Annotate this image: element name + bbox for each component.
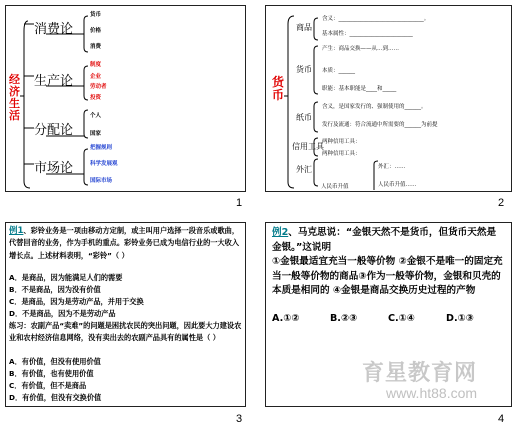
practice-text: 练习：农副产品“卖难”的问题是困扰农民的突出问题，因此要大力建设农业和农村经济信息网络，没有卖出去的农副产品具有的属性是（ ） bbox=[9, 321, 242, 343]
item-development: 科学发展观 bbox=[90, 161, 118, 167]
line-money-function: 职能：基本职能是____和_____ bbox=[322, 86, 397, 92]
option-c: C．是商品，因为是劳动产品，并用于交换 bbox=[9, 297, 144, 306]
page-number-3: 3 bbox=[236, 413, 243, 425]
line-forex: 外汇：…… bbox=[378, 164, 406, 170]
label-paper-money: 纸币 bbox=[296, 113, 312, 122]
item-enterprise: 企业 bbox=[90, 74, 102, 80]
watermark-logo: 育星教育网 bbox=[362, 361, 478, 386]
item-investment: 投资 bbox=[90, 95, 102, 101]
option-b: B．不是商品，因为没有价值 bbox=[9, 285, 101, 294]
option-d: D．不是商品，因为不是劳动产品 bbox=[9, 309, 116, 318]
label-money: 货币 bbox=[296, 65, 312, 74]
line-money-essence: 本质：______ bbox=[322, 68, 356, 74]
section-production-title: 生产论 bbox=[34, 74, 74, 89]
item-state: 国家 bbox=[90, 131, 102, 137]
practice-option-c: C．有价值，但不是商品 bbox=[9, 381, 87, 390]
item-money: 货币 bbox=[90, 12, 102, 18]
example-label: 例2 bbox=[272, 227, 289, 238]
choice-b: B.②③ bbox=[330, 313, 358, 324]
item-intl-market: 国际市场 bbox=[90, 178, 113, 184]
item-rules: 把握规则 bbox=[90, 145, 113, 151]
slide-1[interactable] bbox=[5, 5, 246, 192]
slide2-side-title: 货币 bbox=[272, 75, 285, 102]
practice-option-b: B．有价值，也有使用价值 bbox=[9, 369, 94, 378]
line-paper-meaning: 含义，是国家发行的、强制使用的______。 bbox=[322, 104, 427, 110]
label-credit-tools: 信用工具 bbox=[292, 142, 324, 151]
option-a: A．是商品，因为能满足人们的需要 bbox=[9, 273, 123, 282]
statements: ①金银最适宜充当一般等价物 ②金银不是唯一的固定充当一般等价物的商品③作为一般等价物，金银和贝壳的本质是相同的 ④金银是商品交换历史过程的产物 bbox=[272, 256, 503, 297]
label-commodity: 商品 bbox=[296, 23, 312, 32]
item-individual: 个人 bbox=[90, 113, 102, 119]
page-number-2: 2 bbox=[498, 197, 505, 209]
item-consume: 消费 bbox=[90, 44, 102, 50]
example-label: 例1 bbox=[9, 226, 24, 236]
question-text bbox=[9, 225, 245, 262]
item-price: 价格 bbox=[90, 28, 102, 34]
item-laborer: 劳动者 bbox=[90, 84, 107, 90]
choice-c: C.①④ bbox=[388, 313, 415, 324]
label-forex: 外汇 bbox=[296, 165, 312, 174]
line-money-origin: 产生：商品交换——从…到…… bbox=[322, 46, 400, 52]
page-number-1: 1 bbox=[236, 197, 243, 209]
line-credit-1: 两种信用工具： bbox=[322, 139, 361, 145]
choice-d: D.①③ bbox=[446, 313, 474, 324]
slide-2[interactable] bbox=[265, 5, 512, 192]
label-rmb-appreciation: 人民币升值 bbox=[321, 184, 349, 190]
slide-3[interactable] bbox=[5, 222, 246, 407]
line-credit-2: 两种信用工具： bbox=[322, 151, 361, 157]
question-body: 、彩铃业务是一项由移动方定制，或主叫用户选择一段音乐或歌曲，代替回音的业务，作为手机的重点。彩铃业务已成为电信行业的一大收入增长点。上述材料表明，“彩铃”（ ） bbox=[9, 226, 240, 260]
question-body: 、马克思说：“金银天然不是货币，但货币天然是金银。”这说明 bbox=[272, 227, 497, 253]
line-paper-issue: 发行及流通：符合流通中所需要的______为前提 bbox=[322, 122, 438, 128]
section-market-title: 市场论 bbox=[34, 161, 74, 176]
line-commodity-attr: 基本属性：_______________________ bbox=[322, 31, 413, 37]
slide-4[interactable] bbox=[265, 222, 512, 407]
choice-a: A.①② bbox=[272, 313, 300, 324]
practice-option-d: D．有价值，但没有交换价值 bbox=[9, 393, 102, 402]
line-rmb: 人民币升值…… bbox=[378, 182, 417, 188]
line-commodity-meaning: 含义：_______________________________。 bbox=[322, 16, 430, 22]
question-text bbox=[272, 226, 504, 255]
practice-option-a: A．有价值，但没有使用价值 bbox=[9, 357, 101, 366]
watermark-url: www.ht88.com bbox=[386, 385, 478, 401]
item-system: 制度 bbox=[90, 62, 102, 68]
section-distribution-title: 分配论 bbox=[34, 123, 74, 138]
slide1-side-title: 经济生活 bbox=[9, 73, 20, 122]
section-consumption-title: 消费论 bbox=[34, 22, 74, 37]
page-number-4: 4 bbox=[498, 413, 505, 425]
